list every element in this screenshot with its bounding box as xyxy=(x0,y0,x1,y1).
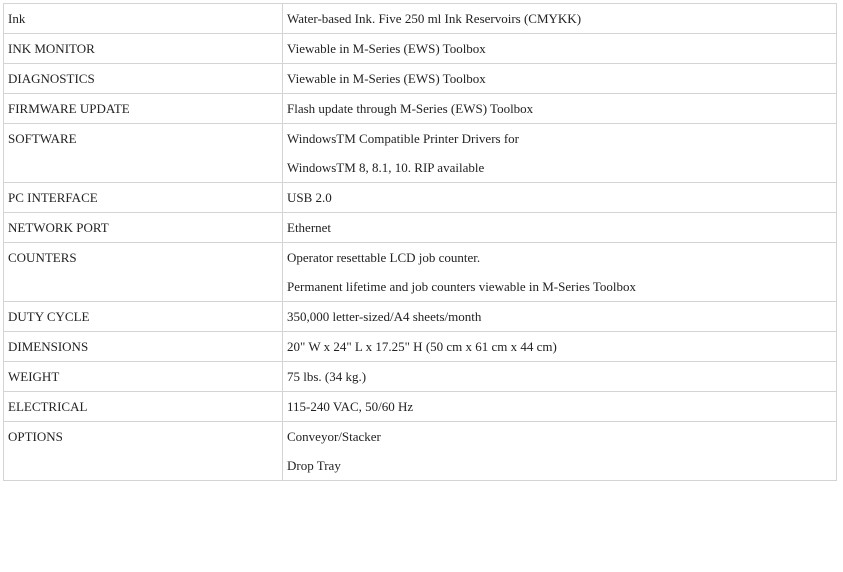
spec-value-line: 115-240 VAC, 50/60 Hz xyxy=(287,399,414,414)
spec-value xyxy=(283,64,837,94)
spec-value-line: Ethernet xyxy=(287,220,332,235)
spec-value-line: Permanent lifetime and job counters viewable in M-Series Toolbox xyxy=(287,279,637,294)
spec-row-electrical xyxy=(4,392,837,422)
spec-value xyxy=(283,302,837,332)
spec-value xyxy=(283,34,837,64)
spec-label: ELECTRICAL xyxy=(4,392,283,422)
spec-value-line: WindowsTM Compatible Printer Drivers for xyxy=(287,131,519,146)
spec-label: WEIGHT xyxy=(4,362,283,392)
spec-label: COUNTERS xyxy=(4,243,283,302)
spec-label: Ink xyxy=(4,4,283,34)
specifications-table xyxy=(3,3,837,481)
spec-row-dimensions xyxy=(4,332,837,362)
spec-label: PC INTERFACE xyxy=(4,183,283,213)
spec-label: DIAGNOSTICS xyxy=(4,64,283,94)
spec-row-pc-interface xyxy=(4,183,837,213)
spec-row-firmware-update xyxy=(4,94,837,124)
spec-label: SOFTWARE xyxy=(4,124,283,183)
spec-value-line: Drop Tray xyxy=(287,458,341,473)
spec-row-duty-cycle xyxy=(4,302,837,332)
spec-label: DIMENSIONS xyxy=(4,332,283,362)
spec-value xyxy=(283,183,837,213)
spec-value xyxy=(283,422,837,481)
spec-value xyxy=(283,124,837,183)
spec-row-options xyxy=(4,422,837,481)
spec-row-counters xyxy=(4,243,837,302)
spec-value-line: WindowsTM 8, 8.1, 10. RIP available xyxy=(287,160,485,175)
spec-row-weight xyxy=(4,362,837,392)
spec-value xyxy=(283,362,837,392)
spec-value-line: 350,000 letter-sized/A4 sheets/month xyxy=(287,309,482,324)
spec-value-line: Flash update through M-Series (EWS) Toolbox xyxy=(287,101,534,116)
spec-value xyxy=(283,243,837,302)
spec-row-ink-monitor xyxy=(4,34,837,64)
spec-value-line: USB 2.0 xyxy=(287,190,332,205)
spec-value-line: 20" W x 24" L x 17.25" H (50 cm x 61 cm x 44 cm) xyxy=(287,339,557,354)
spec-label: NETWORK PORT xyxy=(4,213,283,243)
spec-row-diagnostics xyxy=(4,64,837,94)
spec-value-line: Viewable in M-Series (EWS) Toolbox xyxy=(287,71,486,86)
spec-value-line: Operator resettable LCD job counter. xyxy=(287,250,481,265)
spec-value xyxy=(283,94,837,124)
spec-row-software xyxy=(4,124,837,183)
spec-row-ink xyxy=(4,4,837,34)
spec-value xyxy=(283,213,837,243)
spec-label: FIRMWARE UPDATE xyxy=(4,94,283,124)
spec-value-line: Viewable in M-Series (EWS) Toolbox xyxy=(287,41,486,56)
spec-value xyxy=(283,392,837,422)
spec-label: OPTIONS xyxy=(4,422,283,481)
spec-value-line: 75 lbs. (34 kg.) xyxy=(287,369,367,384)
spec-value xyxy=(283,332,837,362)
spec-value-line: Water-based Ink. Five 250 ml Ink Reservoirs (CMYKK) xyxy=(287,11,582,26)
spec-label: INK MONITOR xyxy=(4,34,283,64)
spec-value xyxy=(283,4,837,34)
spec-value-line: Conveyor/Stacker xyxy=(287,429,381,444)
spec-row-network-port xyxy=(4,213,837,243)
spec-label: DUTY CYCLE xyxy=(4,302,283,332)
